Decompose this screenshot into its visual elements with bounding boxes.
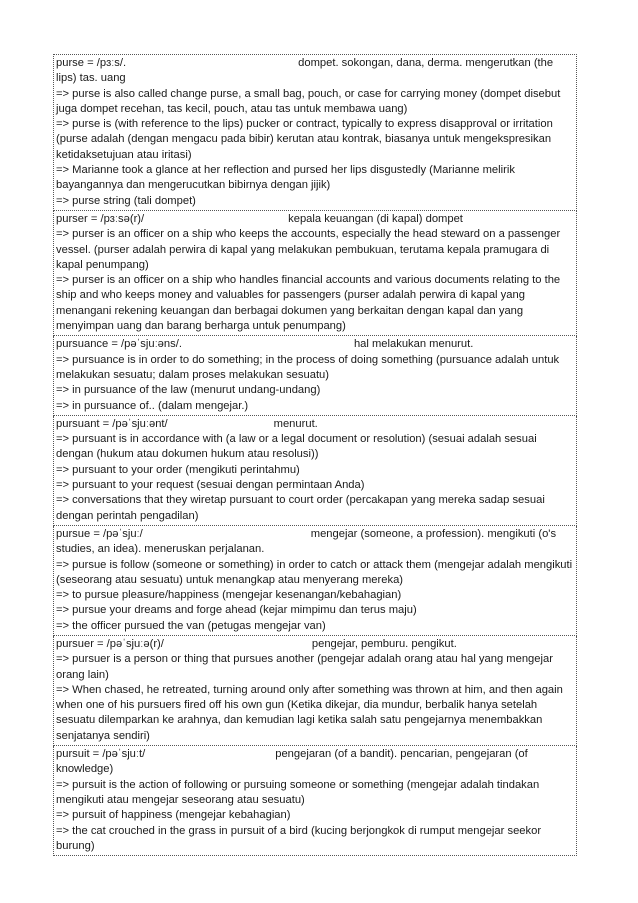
dictionary-entry — [53, 416, 577, 526]
dictionary-entry — [53, 211, 577, 336]
entry-headword-line — [56, 527, 574, 558]
dictionary-entry — [53, 336, 577, 415]
entry-example-line: => pursuant is in accordance with (a law or a legal document or resolution) (sesuai adalah sesuai dengan (hukum atau dokumen hukum atau resolusi)) — [56, 433, 537, 461]
entry-example-line: => to pursue pleasure/happiness (mengejar kesenangan/kebahagian) — [56, 589, 402, 602]
entry-headword-line — [56, 56, 574, 87]
entry-example-line: => Marianne took a glance at her reflection and pursed her lips disgustedly (Marianne melirik bayangannya dan mengerucutkan bibirnya dengan jijik) — [56, 164, 515, 192]
dictionary-entry — [53, 54, 577, 211]
entry-headword: purse = /pɜːs/. — [56, 57, 127, 69]
entry-headword: purser = /pɜːsə(r)/ — [56, 212, 145, 225]
entry-meaning: pengejar, pemburu. pengikut. — [311, 637, 457, 650]
entry-example-line: => pursuance is in order to do something; in the process of doing something (pursuance adalah untuk melakukan sesuatu; dalam proses melakukan sesuatu) — [56, 353, 560, 381]
entry-headword: pursuit = /pəˈsjuːt/ — [56, 748, 146, 761]
entry-headword-line — [56, 417, 574, 432]
dictionary-page — [53, 54, 577, 856]
entry-example-line: => pursuant to your request (sesuai dengan permintaan Anda) — [56, 479, 365, 492]
entry-example-line: => pursue is follow (someone or something) in order to catch or attack them (mengejar adalah mengikuti (seseorang atau sesuatu) untuk menangkap atau menyerang mereka) — [56, 558, 573, 586]
entry-meaning: pengejaran (of a bandit). pencarian, pengejaran (of knowledge) — [56, 748, 528, 776]
entry-headword-line — [56, 212, 574, 227]
entry-example-line: => purse string (tali dompet) — [56, 194, 196, 207]
entry-example-line: => purse is also called change purse, a small bag, pouch, or case for carrying money (dompet disebut juga dompet recehan, tas kecil, pouch, atau tas untuk membawa uang) — [56, 87, 561, 115]
entry-headword-line — [56, 747, 574, 778]
entry-example-line: => in pursuance of.. (dalam mengejar.) — [56, 399, 249, 412]
entry-example-line: => conversations that they wiretap pursuant to court order (percakapan yang mereka sadap sesuai dengan perintah pengadilan) — [56, 494, 545, 522]
entry-headword: pursue = /pəˈsjuː/ — [56, 527, 143, 540]
entry-example-line: => in pursuance of the law (menurut undang-undang) — [56, 384, 321, 397]
entry-example-line: => pursuer is a person or thing that pursues another (pengejar adalah orang atau hal yang mengejar orang lain) — [56, 653, 553, 681]
entry-headword-line — [56, 337, 574, 352]
entry-example-line: => purser is an officer on a ship who handles financial accounts and various documents relating to the ship and who keeps money and valuables for passengers (purser adalah perwira di kapal yang menangani rekening keuangan dan berbagai dokumen yang berkaitan dengan kapal dan yang menyimpan uang dan barang berharga untuk penumpang) — [56, 274, 561, 333]
entry-example-line: => When chased, he retreated, turning around only after something was thrown at him, and then again when one of his pursuers fired off his own gun (Ketika dikejar, dia mundur, berbalik hanya setelah sesuatu dilemparkan ke arahnya, dan kemudian lagi ketika salah satu pengejarnya menembakkan senjatanya sendiri) — [56, 683, 563, 742]
entry-meaning: menurut. — [273, 417, 318, 430]
entry-example-line: => purser is an officer on a ship who keeps the accounts, especially the head steward on a passenger vessel. (purser adalah perwira di kapal yang melakukan pembukuan, terutama kepala pramugara di kapal penumpang) — [56, 228, 561, 271]
entry-meaning: mengejar (someone, a profession). mengikuti (o's studies, an idea). meneruskan perjalanan. — [56, 527, 557, 556]
entry-example-line: => pursuit is the action of following or pursuing someone or something (mengejar adalah tindakan mengikuti atau mengejar seseorang atau sesuatu) — [56, 778, 540, 806]
entry-headword: pursuant = /pəˈsjuːənt/ — [56, 417, 168, 430]
entry-meaning: kepala keuangan (di kapal) dompet — [288, 212, 463, 225]
entry-headword: pursuer = /pəˈsjuːə(r)/ — [56, 637, 164, 650]
dictionary-entry — [53, 526, 577, 636]
entry-example-line: => pursue your dreams and forge ahead (kejar mimpimu dan terus maju) — [56, 604, 417, 617]
entry-meaning: dompet. sokongan, dana, derma. mengerutkan (the lips) tas. uang — [56, 57, 554, 85]
entry-example-line: => the cat crouched in the grass in pursuit of a bird (kucing berjongkok di rumput mengejar seekor burung) — [56, 824, 542, 852]
dictionary-entry — [53, 636, 577, 746]
dictionary-entry — [53, 746, 577, 856]
entry-example-line: => pursuant to your order (mengikuti perintahmu) — [56, 463, 300, 476]
entry-example-line: => the officer pursued the van (petugas mengejar van) — [56, 619, 326, 632]
entry-example-line: => purse is (with reference to the lips) pucker or contract, typically to express disapproval or irritation (purse adalah (dengan mengacu pada bibir) kerutan atau kontrak, biasanya untuk mengekspresikan ketidaksetujuan atau iritasi) — [56, 118, 553, 161]
entry-headword-line — [56, 637, 574, 652]
entry-example-line: => pursuit of happiness (mengejar kebahagian) — [56, 809, 291, 822]
entry-meaning: hal melakukan menurut. — [353, 338, 474, 351]
entry-headword: pursuance = /pəˈsjuːəns/. — [56, 338, 182, 351]
